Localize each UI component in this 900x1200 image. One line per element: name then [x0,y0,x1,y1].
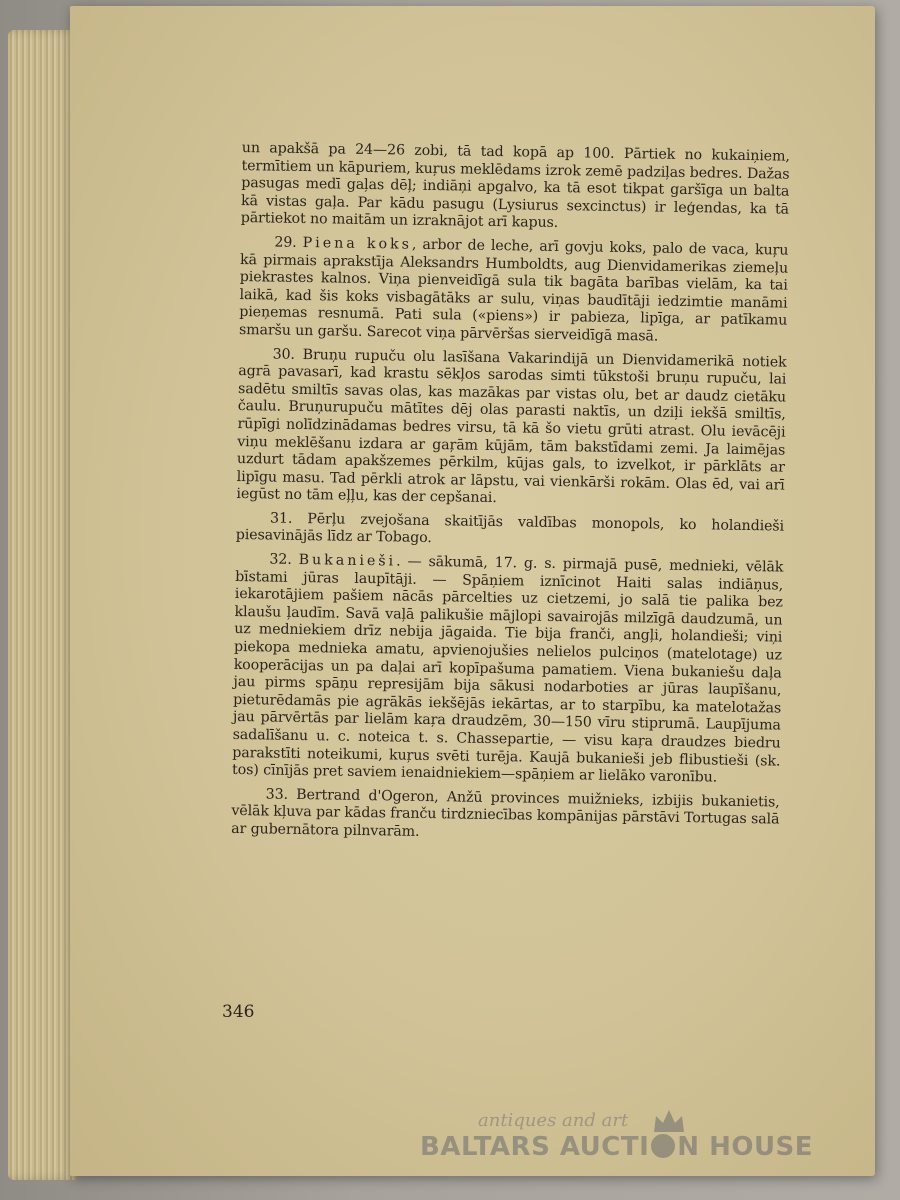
auction-watermark [420,1108,840,1168]
paragraph-text: Bertrand d'Ogeron, Anžū provinces muižnieks, izbijis bukanietis, vēlāk kļuva par kādas franču tirdzniecības kompānijas pārstāvi Tortugas salā ar gubernātora pilnvarām. [231,786,780,840]
watermark-title-left: BALTARS AUCTI [420,1132,650,1162]
note-31 [236,510,784,554]
note-number: 33. [265,786,289,803]
paragraph-text: un apakšā pa 24—26 zobi, tā tad kopā ap 100. Pārtiek no kukaiņiem, termītiem un kāpuriem, kuŗus meklēdams izrok zemē padziļas bedres. Dažas pasugas medī gaļas dēļ; indiāņi apgalvo, ka tā esot tikpat garšīga un balta kā vistas gaļa. Par kādu pasugu (Lysiurus sexcinctus) ir leģendas, ka tā pārtiekot no maitām un izraknājot arī kapus. [240,140,790,232]
paragraph-text: Pērļu zvejošana skaitījās valdības monopols, ko holandieši piesavinājās līdz ar Tobago. [235,510,785,547]
note-33 [231,786,780,847]
crown-icon [652,1108,686,1134]
note-number: 31. [269,510,293,527]
watermark-title [420,1132,813,1162]
paragraph-text: . — sākumā, 17. g. s. pirmajā pusē, mednieki, vēlāk bīstami jūras laupītāji. — Spāņiem iznīcinot Haiti salas indiāņus, iekarotājiem pašiem nācās pārcelties uz cietzemi, jo salā tie palika bez klaušu ļaudīm. Savā vaļā palikušie mājlopi savairojās milzīgā daudzumā, un uz medniekiem drīz nebija jāgaida. Tie bija franči, angļi, holandieši; viņi piekopa mednieka amatu, apvienojušies nelielos pulciņos (matelotage) uz kooperācijas un pa daļai arī kopīpašuma pamatiem. Viena bukaniešu daļa jau pirms spāņu represijām bija sākusi nodarboties ar jūras laupīšanu, pieturēdamās pie agrākās iekšējās iekārtas, ar to starpību, ka matelotažas jau pārvērtās par lielām kaŗa draudzēm, 30—150 vīru stiprumā. Laupījuma sadalīšanu u. c. noteica t. s. Chassepartie, — visu kaŗa draudzes biedru parakstīti noteikumi, kuŗus svēti turēja. Kaujā bukanieši jeb flibustieši (sk. tos) cīnījās pret saviem ienaidniekiem—spāņiem ar lielāko varonību. [231,553,784,786]
note-32 [232,551,784,788]
watermark-tagline: antiques and art [478,1110,629,1131]
note-number: 32. [269,551,292,568]
note-30 [236,346,786,513]
note-number: 30. [272,346,296,363]
paragraph-text: Bruņu rupuču olu lasīšana Vakarindijā un Dienvidamerikā notiek agrā pavasarī, kad krastu sēkļos sarodas simti tūkstoši bruņu rupuču, lai sadētu smiltīs savas olas, kas mazākas par vistas olu, bet ar daudz cietāku čaulu. Bruņurupuču mātītes dēj olas parasti naktīs, un dziļi iekšā smiltīs, rūpīgi nolīdzinādamas bedres virsu, tā kā šo vietu grūti atrast. Olu ievācēji viņu meklēšanu izdara ar gaŗām kūjām, tām bakstīdami zemi. Ja laimējas uzdurt tādam apakšzemes pērkilm, kūjas gals, to izvelkot, ir pārklāts ar lipīgu masu. Tad pērkli atrok ar lāpstu, vai vienkārši rokām. Olas ēd, vai arī iegūst no tām eļļu, kas der cepšanai. [236,346,787,507]
note-heading: Piena koks [302,234,413,253]
watermark-o-circle [651,1134,675,1158]
book-page-edges [8,30,78,1180]
note-29 [239,234,789,348]
page-number: 346 [222,1002,255,1022]
note-number: 29. [274,234,297,251]
paragraph-intro [241,140,790,237]
watermark-title-right: N HOUSE [677,1132,814,1162]
page-text [231,140,790,853]
note-heading: Bukanieši [298,552,397,570]
paragraph-text: , arbor de leche, arī govju koks, palo de vaca, kuŗu kā pirmais aprakstīja Aleksandrs Humboldts, aug Dienvidamerikas ziemeļu piekrastes kalnos. Viņa pienveidīgā sula tik bagāta barības vielām, ka tai laikā, kad šis koks visbagātāks ar sulu, viņas baudītāji iedzimtie manāmi pieņemas resnumā. Pati sula («piens») ir pabieza, lipīga, ar patīkamu smaršu un garšu. Sarecot viņa pārvēršas sierveidīgā masā. [238,236,789,345]
